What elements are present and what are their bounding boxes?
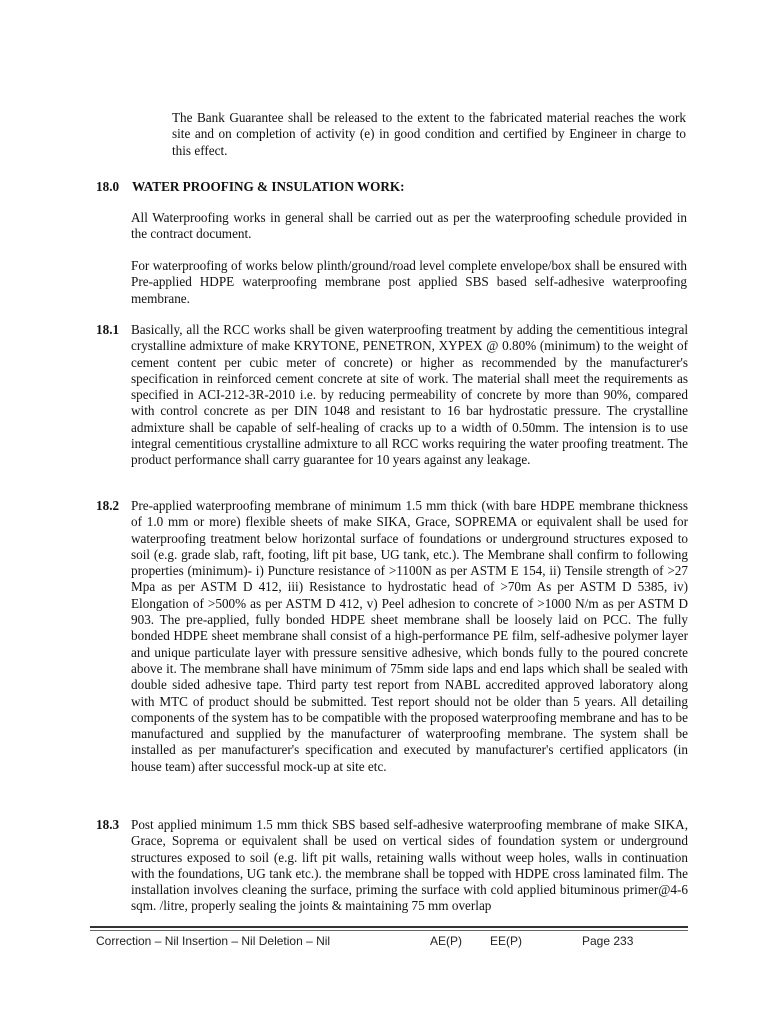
bank-guarantee-paragraph: The Bank Guarantee shall be released to the extent to the fabricated material reaches the work site and on completion of activity (e) in good condition and certified by Engineer in charge to this effect. [172,110,686,158]
footer-ae: AE(P) [430,934,463,948]
clause-number: 18.1 [96,322,120,337]
footer-divider-thin [90,930,688,931]
clause-text: Basically, all the RCC works shall be given waterproofing treatment by adding the cementitious integral crystalline admixture of make KRYTONE, PENETRON, XYPEX @ 0.80% (minimum) to the weight of cement content per cubic meter of concrete) or higher as recommended by the manufacturer's specification in reinforced cement concrete at site of work. The material shall meet the requirements as specified in ACI-212-3R-2010 i.e. by reducing permeability of concrete by more than 90%, compared with control concrete as per DIN 1048 and resistant to 16 bar hydrostatic pressure. The crystalline admixture shall be capable of self-healing of cracks up to a width of 0.50mm. The intension is to use integral cementitious crystalline admixture to all RCC works requiring the water proofing treatment. The product performance shall carry guarantee for 10 years against any leakage. [131,322,688,468]
clause-18-1 [96,322,688,469]
clause-number: 18.3 [96,817,120,832]
clause-18-3 [96,817,688,915]
page-number: Page 233 [582,934,634,948]
section-heading [96,179,405,195]
intro-paragraph-2: For waterproofing of works below plinth/ground/road level complete envelope/box shall be ensured with Pre-applied HDPE waterproofing membrane post applied SBS based self-adhesive waterproofing membrane. [131,258,687,306]
clause-text: Post applied minimum 1.5 mm thick SBS based self-adhesive waterproofing membrane of make SIKA, Grace, Soprema or equivalent shall be used on vertical sides of foundation system or underground structures exposed to soil (e.g. lift pit walls, retaining walls without weep holes, walls in continuation with the foundations, UG tank etc.). the membrane shall be topped with HDPE cross laminated film. The installation involves cleaning the surface, priming the surface with cold applied bituminous primer@4-6 sqm. /litre, properly sealing the joints & maintaining 75 mm overlap [131,817,688,914]
clause-text: Pre-applied waterproofing membrane of minimum 1.5 mm thick (with bare HDPE membrane thickness of 1.0 mm or more) flexible sheets of make SIKA, Grace, SOPREMA or equivalent shall be used for waterproofing treatment below horizontal surface of foundations or underground structures exposed to soil (e.g. grade slab, raft, footing, lift pit base, UG tank, etc.). The Membrane shall confirm to following properties (minimum)- i) Puncture resistance of >1100N as per ASTM E 154, ii) Tensile strength of >27 Mpa as per ASTM D 412, iii) Resistance to hydrostatic head of >70m As per ASTM D 5385, iv) Elongation of >500% as per ASTM D 412, v) Peel adhesion to concrete of >1000 N/m as per ASTM D 903. The pre-applied, fully bonded HDPE sheet membrane shall be loosely laid on PCC. The fully bonded HDPE sheet membrane shall consist of a high-performance PE film, self-adhesive polymer layer and unique particulate layer with pressure sensitive adhesive, which bonds fully to the poured concrete above it. The membrane shall have minimum of 75mm side laps and end laps which shall be sealed with double sided adhesive tape. Third party test report from NABL accredited approved laboratory along with MTC of product should be submitted. Test report should not be older than 5 years. All detailing components of the system has to be compatible with the proposed waterproofing membrane and has to be manufactured and supplied by the manufacturer of waterproofing membrane. The system shall be installed as per manufacturer's specification and executed by manufacturer's certified applicators (in house team) after successful mock-up at site etc. [131,498,688,774]
section-title: WATER PROOFING & INSULATION WORK: [132,179,405,194]
footer-changes: Correction – Nil Insertion – Nil Deletion – Nil [96,934,331,948]
clause-18-2 [96,498,688,775]
section-number: 18.0 [96,179,120,194]
intro-paragraph-1: All Waterproofing works in general shall be carried out as per the waterproofing schedule provided in the contract document. [131,210,687,242]
footer-divider [90,926,688,928]
footer-ee: EE(P) [490,934,523,948]
clause-number: 18.2 [96,498,120,513]
